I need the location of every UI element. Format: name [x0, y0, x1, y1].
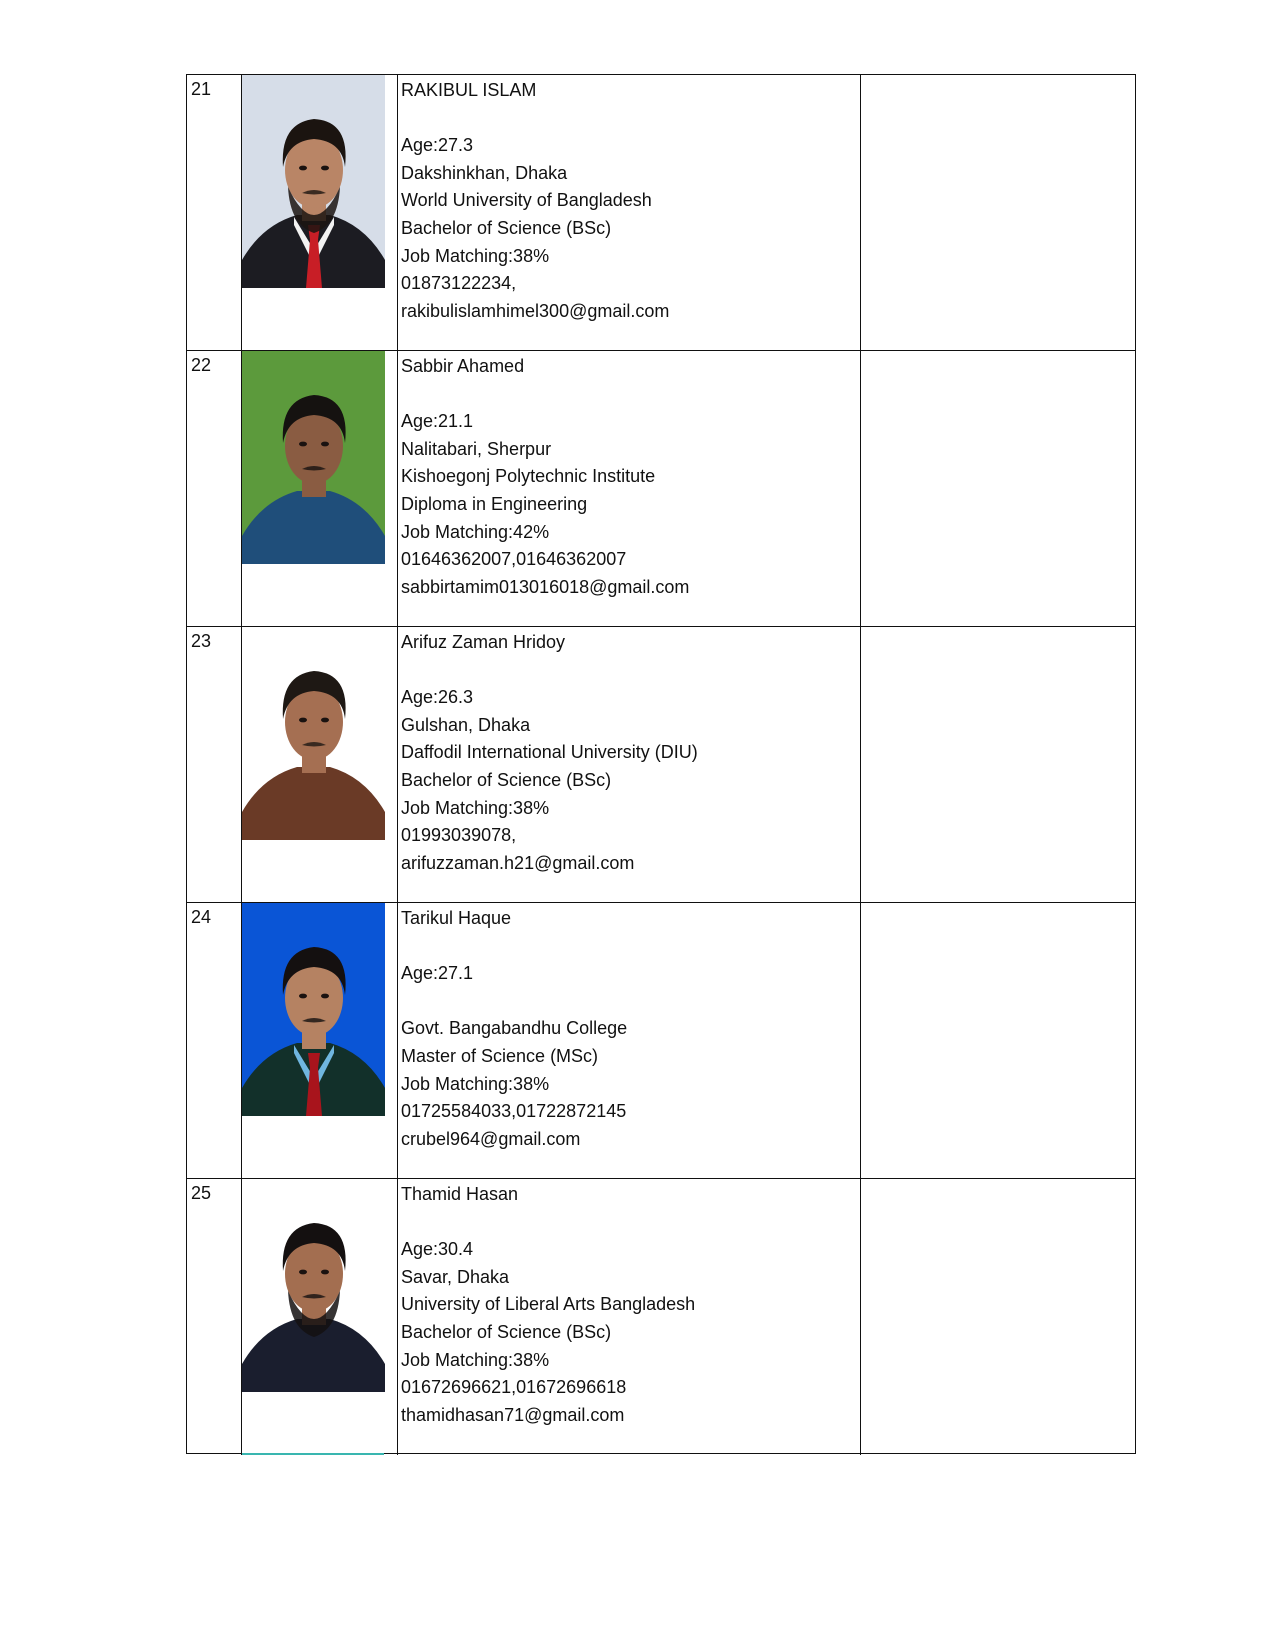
candidate-location	[401, 988, 856, 1016]
candidate-email: arifuzzaman.h21@gmail.com	[401, 852, 635, 873]
candidate-table	[186, 74, 1136, 1454]
candidate-name: Sabbir Ahamed	[401, 356, 525, 376]
remarks-cell	[863, 1179, 1135, 1455]
candidate-location: Savar, Dhaka	[401, 1266, 510, 1287]
remarks-cell	[863, 903, 1135, 1178]
candidate-row	[187, 627, 1135, 903]
remarks-cell	[863, 75, 1135, 350]
column-divider	[397, 351, 398, 626]
candidate-photo	[242, 1179, 385, 1392]
candidate-row	[187, 903, 1135, 1179]
candidate-info	[401, 353, 856, 601]
candidate-info	[401, 1181, 856, 1429]
candidate-phone: 01725584033,01722872145	[401, 1101, 627, 1122]
candidate-age: Age:27.3	[401, 135, 474, 156]
candidate-age: Age:30.4	[401, 1239, 474, 1260]
candidate-info	[401, 77, 856, 325]
column-divider	[397, 75, 398, 350]
candidate-name: Tarikul Haque	[401, 908, 512, 928]
photo-cell	[242, 351, 397, 626]
candidate-photo	[242, 75, 385, 288]
candidate-degree: Bachelor of Science (BSc)	[401, 217, 612, 238]
candidate-location: Nalitabari, Sherpur	[401, 438, 552, 459]
candidate-name: RAKIBUL ISLAM	[401, 80, 537, 100]
candidate-job-matching: Job Matching:38%	[401, 1349, 550, 1370]
candidate-phone: 01873122234,	[401, 273, 517, 294]
photo-edge-mark	[242, 1453, 384, 1455]
serial-number: 24	[191, 907, 212, 927]
candidate-degree: Master of Science (MSc)	[401, 1045, 599, 1066]
candidate-age: Age:21.1	[401, 411, 474, 432]
candidate-institution: University of Liberal Arts Bangladesh	[401, 1294, 696, 1315]
column-divider	[860, 903, 861, 1178]
candidate-institution: World University of Bangladesh	[401, 190, 652, 211]
candidate-institution: Daffodil International University (DIU)	[401, 742, 698, 763]
serial-number: 21	[191, 79, 212, 99]
candidate-email: crubel964@gmail.com	[401, 1128, 581, 1149]
candidate-info	[401, 629, 856, 877]
column-divider	[860, 627, 861, 902]
candidate-email: rakibulislamhimel300@gmail.com	[401, 300, 670, 321]
column-divider	[397, 903, 398, 1178]
candidate-institution: Kishoegonj Polytechnic Institute	[401, 466, 656, 487]
candidate-name: Arifuz Zaman Hridoy	[401, 632, 566, 652]
candidate-age: Age:27.1	[401, 963, 474, 984]
photo-cell	[242, 75, 397, 350]
column-divider	[397, 1179, 398, 1455]
candidate-degree: Bachelor of Science (BSc)	[401, 769, 612, 790]
blank-line	[401, 105, 856, 133]
column-divider	[860, 351, 861, 626]
candidate-job-matching: Job Matching:38%	[401, 797, 550, 818]
candidate-phone: 01993039078,	[401, 825, 517, 846]
remarks-cell	[863, 627, 1135, 902]
candidate-age: Age:26.3	[401, 687, 474, 708]
candidate-job-matching: Job Matching:38%	[401, 1073, 550, 1094]
candidate-photo	[242, 903, 385, 1116]
blank-line	[401, 933, 856, 961]
photo-cell	[242, 1179, 397, 1455]
candidate-degree: Bachelor of Science (BSc)	[401, 1321, 612, 1342]
photo-cell	[242, 627, 397, 902]
serial-number: 25	[191, 1183, 212, 1203]
candidate-photo	[242, 627, 385, 840]
serial-number: 23	[191, 631, 212, 651]
candidate-job-matching: Job Matching:42%	[401, 521, 550, 542]
remarks-cell	[863, 351, 1135, 626]
candidate-row	[187, 75, 1135, 351]
candidate-location: Dakshinkhan, Dhaka	[401, 162, 568, 183]
candidate-job-matching: Job Matching:38%	[401, 245, 550, 266]
candidate-row	[187, 1179, 1135, 1455]
blank-line	[401, 657, 856, 685]
candidate-name: Thamid Hasan	[401, 1184, 519, 1204]
blank-line	[401, 381, 856, 409]
serial-number: 22	[191, 355, 212, 375]
candidate-institution: Govt. Bangabandhu College	[401, 1018, 628, 1039]
photo-cell	[242, 903, 397, 1178]
column-divider	[860, 75, 861, 350]
column-divider	[397, 627, 398, 902]
candidate-phone: 01646362007,01646362007	[401, 549, 627, 570]
candidate-info	[401, 905, 856, 1153]
candidate-photo	[242, 351, 385, 564]
candidate-phone: 01672696621,01672696618	[401, 1377, 627, 1398]
candidate-location: Gulshan, Dhaka	[401, 714, 531, 735]
column-divider	[860, 1179, 861, 1455]
blank-line	[401, 1209, 856, 1237]
candidate-email: sabbirtamim013016018@gmail.com	[401, 576, 690, 597]
candidate-degree: Diploma in Engineering	[401, 493, 588, 514]
candidate-row	[187, 351, 1135, 627]
candidate-email: thamidhasan71@gmail.com	[401, 1404, 625, 1425]
